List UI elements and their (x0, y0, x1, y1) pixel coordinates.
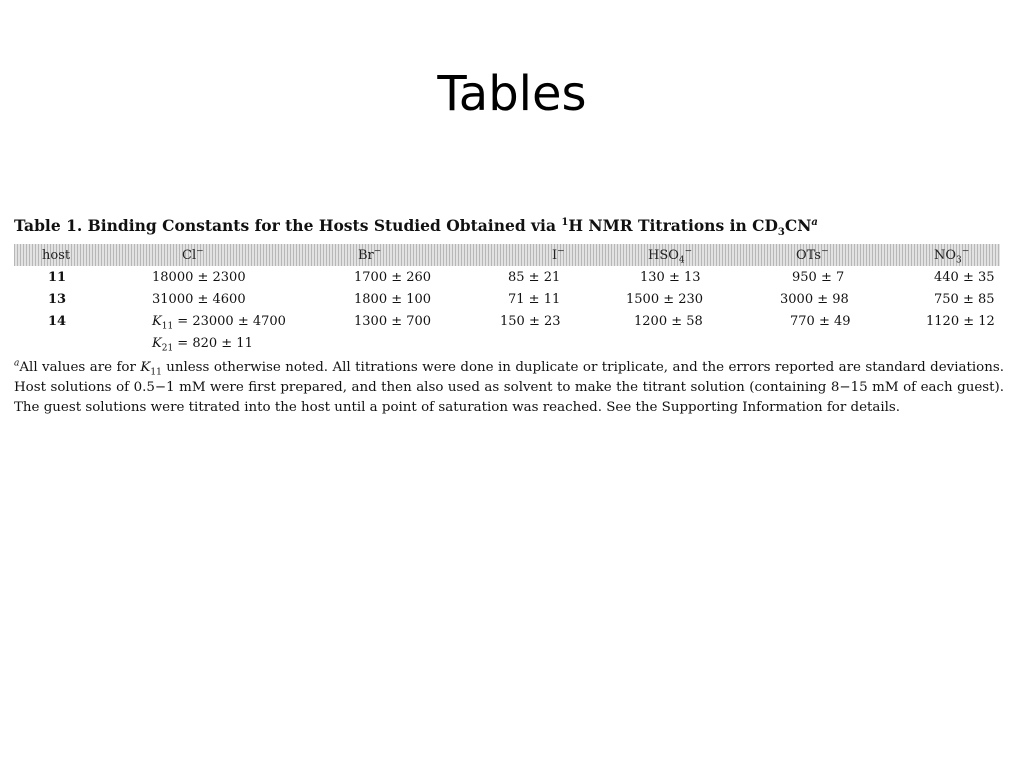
cell-tosylate: 770 ± 49 (790, 313, 851, 329)
footnote-mark: a (14, 358, 20, 369)
cell-nitrate: 440 ± 35 (934, 269, 995, 285)
header-iodide-text: I (552, 247, 558, 263)
cell-host: 13 (48, 291, 67, 307)
binding-constants-table (14, 244, 1000, 354)
cell-empty (332, 332, 478, 354)
header-nitrate (888, 244, 1000, 266)
header-nitrate-charge: − (961, 246, 970, 257)
k-value: = 820 ± 11 (173, 335, 253, 351)
cell-bromide: 1800 ± 100 (354, 291, 432, 307)
cell-empty (888, 332, 1000, 354)
table-row (14, 266, 1000, 288)
cell-nitrate: 1120 ± 12 (926, 313, 995, 329)
header-host: host (42, 247, 71, 263)
cell-bromide: 1300 ± 700 (354, 313, 432, 329)
cell-nitrate: 750 ± 85 (934, 291, 995, 307)
cell-bromide: 1700 ± 260 (354, 269, 432, 285)
caption-nmr-superscript: 1 (561, 216, 569, 228)
cell-tosylate: 950 ± 7 (792, 269, 845, 285)
cell-empty (478, 332, 618, 354)
header-hso4-charge: − (684, 246, 693, 257)
k-symbol: K (152, 313, 162, 329)
cell-iodide: 150 ± 23 (500, 313, 561, 329)
k-value: = 23000 ± 4700 (173, 313, 286, 329)
cell-hso4: 1200 ± 58 (634, 313, 703, 329)
k-subscript: 11 (161, 321, 174, 332)
caption-solvent-end: CN (784, 216, 812, 235)
header-chloride-text: Cl (182, 247, 197, 263)
header-tosylate (756, 244, 888, 266)
footnote-k-subscript: 11 (150, 367, 162, 378)
cell-iodide: 71 ± 11 (508, 291, 561, 307)
header-chloride (132, 244, 332, 266)
header-hso4-subscript: 4 (678, 255, 685, 266)
footnote-k-symbol: K (140, 360, 151, 375)
cell-chloride: 31000 ± 4600 (152, 291, 246, 307)
caption-note-mark: a (811, 216, 818, 228)
cell-iodide: 85 ± 21 (508, 269, 561, 285)
header-iodide-charge: − (557, 246, 565, 257)
slide-title: Tables (437, 66, 587, 122)
table-header-row (14, 244, 1000, 266)
cell-host: 14 (48, 313, 67, 329)
table-row (14, 310, 1000, 332)
cell-chloride: 18000 ± 2300 (152, 269, 246, 285)
footnote-text-rest: unless otherwise noted. All titrations were done in duplicate or triplicate, and the errors reported are standard deviations. Host solutions of 0.5−1 mM were first prepared, and then also used as solvent to make the titrant solution (containing 8−15 mM of each guest). The guest solutions were titrated into the host until a point of saturation was reached. See the Supporting Information for details. (14, 360, 1004, 415)
table-footnote (14, 358, 1004, 418)
header-bromide-text: Br (358, 247, 374, 263)
header-nitrate-text: NO (934, 247, 957, 263)
caption-prefix: Table 1. Binding Constants for the Hosts Studied Obtained via (14, 216, 562, 235)
table-row (14, 288, 1000, 310)
header-tosylate-charge: − (821, 246, 829, 257)
header-iodide (478, 244, 618, 266)
cell-empty (618, 332, 756, 354)
table-figure (14, 214, 1004, 418)
cell-hso4: 1500 ± 230 (626, 291, 704, 307)
table-row (14, 332, 1000, 354)
cell-chloride-k21 (132, 332, 332, 354)
cell-tosylate: 3000 ± 98 (780, 291, 849, 307)
header-bromide-charge: − (373, 246, 382, 257)
k-subscript: 21 (161, 343, 174, 354)
cell-host-empty (14, 332, 132, 354)
header-bromide (332, 244, 478, 266)
cell-host: 11 (48, 269, 67, 285)
table-caption (14, 214, 1004, 238)
k-symbol: K (152, 335, 162, 351)
cell-empty (756, 332, 888, 354)
header-chloride-charge: − (196, 246, 204, 257)
footnote-text-start: All values are for (19, 360, 141, 375)
caption-solvent-subscript: 3 (777, 227, 785, 239)
caption-nmr-text: H NMR Titrations in CD (568, 216, 778, 235)
header-tosylate-text: OTs (796, 247, 822, 263)
header-hydrogen-sulfate (618, 244, 756, 266)
cell-hso4: 130 ± 13 (640, 269, 701, 285)
cell-chloride-k11 (132, 310, 332, 332)
header-nitrate-subscript: 3 (956, 255, 962, 266)
header-hso4-text: HSO (648, 247, 679, 263)
